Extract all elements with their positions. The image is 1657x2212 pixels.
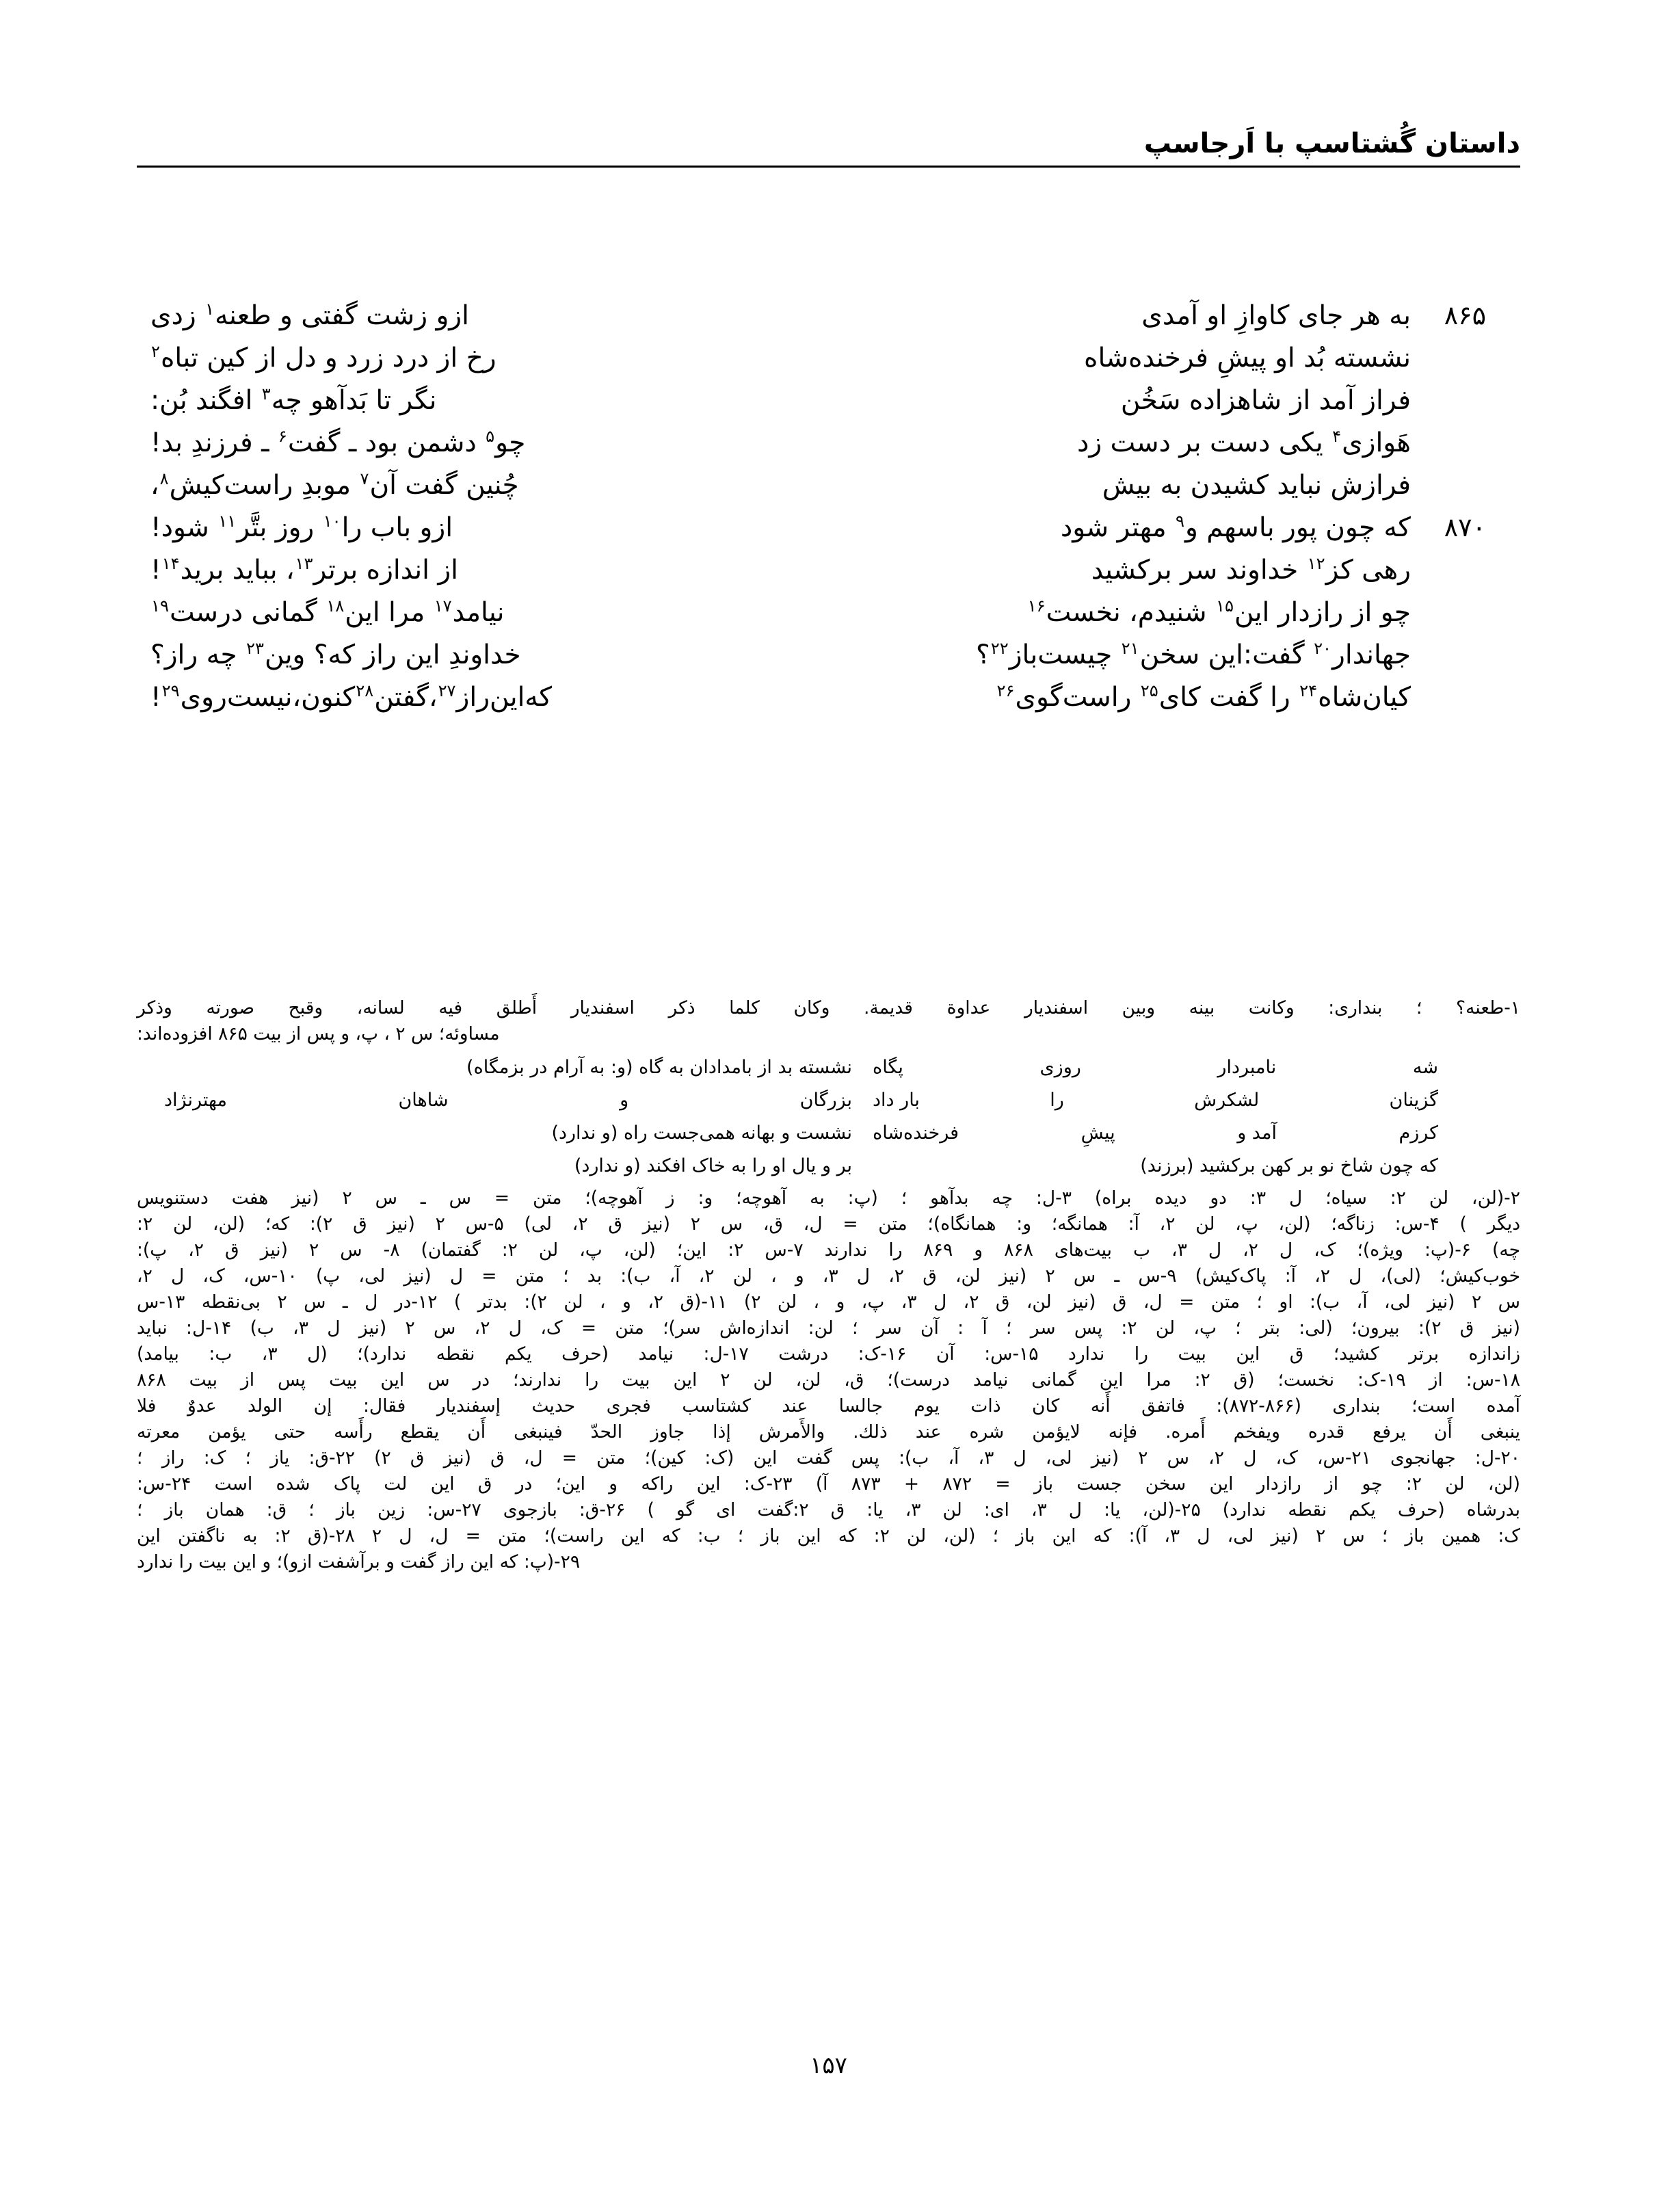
- apparatus-line: ۱۸-س: از ۱۹-ک: نخست؛ (ق ۲: مرا این گمانی نیامد درست)؛ ق، لن، لن ۲ این بیت را ندارند؛ در س این بیت پس از بیت ۸۶۸: [137, 1369, 1520, 1391]
- apparatus-line: چه) ۶-(پ: ویژه)؛ ک، ل ۲، ل ۳، ب بیت‌های ۸۶۸ و ۸۶۹ را ندارند ۷-س ۲: این؛ (لن، پ، لن ۲: گفتمان) ۸- س ۲ (نیز ق ۲، پ):: [137, 1239, 1520, 1261]
- hemistich-left-text: چو$^۵$ دشمن بود ـ گفت$^۶$ ـ فرزندِ بد!: [150, 427, 526, 458]
- variant-marker: ۴: [1332, 427, 1342, 446]
- variant-marker: ۱۴: [161, 554, 180, 573]
- hemistich-right: [856, 421, 1513, 464]
- inserted-word: بار داد: [873, 1090, 920, 1111]
- hemistich-right: [856, 506, 1513, 549]
- hemistich-left: [144, 380, 856, 422]
- variant-marker: ۲۱: [1121, 639, 1139, 658]
- hemistich-right: [856, 337, 1513, 380]
- variant-marker: ۲۴: [1299, 681, 1318, 700]
- variant-marker: ۸: [159, 469, 169, 488]
- apparatus-line: ک: همین باز ؛ س ۲ (نیز لی، ل ۳، آ): که این باز ؛ (لن، لن ۲: که این باز ؛ ب: که این راست)؛ متن = ل، ل ۲ ۲۸-(ق ۲: به ناگفتن این: [137, 1525, 1520, 1546]
- inserted-word: شه: [1412, 1057, 1438, 1078]
- hemistich-left-text: ازو باب را$^{۱۰}$ روز بتَّر$^{۱۱}$ شود!: [150, 512, 453, 543]
- inserted-hemistich-left: نشست و بهانه همی‌جست راه (و ندارد): [551, 1122, 853, 1144]
- variant-marker: ۶: [278, 427, 287, 446]
- hemistich-right-text: به هر جای کاوازِ او آمدی: [1141, 300, 1411, 331]
- verse-couplet: [144, 549, 1513, 591]
- inserted-word: را: [1050, 1090, 1064, 1111]
- variant-marker: ۱۱: [218, 512, 237, 531]
- variant-marker: ۱۰: [323, 512, 341, 531]
- running-head-title: داستان گُشتاسپ با اَرجاسپ: [1143, 128, 1520, 159]
- variant-marker: ۱۹: [151, 596, 169, 616]
- hemistich-left-text: ازو زشت گفتی و طعنه$^۱$ زدی: [150, 300, 469, 331]
- apparatus-line: ۲-(لن، لن ۲: سیاه؛ ل ۳: دو دیده براه) ۳-ل: چه بدآهو ؛ (پ: به آهوچه؛ و: ز آهوچه)؛ متن = س ـ س ۲ (نیز هفت دستنویس: [137, 1187, 1520, 1209]
- verse-couplet: [144, 676, 1513, 718]
- hemistich-left: [144, 295, 856, 337]
- hemistich-left: [144, 337, 856, 380]
- hemistich-right-text: چو از رازدار این$^{۱۵}$ شنیدم، نخست$^{۱۶}$: [1027, 596, 1411, 628]
- variant-marker: ۲۶: [996, 681, 1015, 700]
- hemistich-right-text: که چون پور باسهم و$^۹$ مهتر شود: [1060, 512, 1411, 543]
- hemistich-left: [144, 634, 856, 676]
- hemistich-right-text: فرازش نباید کشیدن به بیش: [1102, 470, 1411, 501]
- hemistich-right-text: نشسته بُد او پیشِ فرخنده‌شاه: [1084, 343, 1411, 373]
- hemistich-right: [856, 676, 1513, 719]
- variant-marker: ۲۷: [438, 681, 456, 700]
- apparatus-line: ۲۹-(پ: که این راز گفت و برآشفت ازو)؛ و این بیت را ندارد: [137, 1551, 581, 1572]
- apparatus-line: خوب‌کیش؛ (لی)، ل ۲، آ: پاک‌کیش) ۹-س ـ س ۲ (نیز لن، ق ۲، ل ۳، و ، لن ۲، آ، ب): بد ؛ متن = ل (نیز لی، پ) ۱۰-س، ک، ل ۲،: [137, 1265, 1520, 1287]
- variant-marker: ۲۳: [246, 639, 264, 658]
- hemistich-left-text: چُنین گفت آن$^۷$ موبدِ راست‌کیش$^۸$،: [150, 469, 519, 501]
- inserted-word: لشکرش: [1194, 1090, 1260, 1111]
- hemistich-left-text: رخ از درد زرد و دل از کین تباه$^۲$: [151, 342, 496, 373]
- hemistich-right-text: کیان‌شاه$^{۲۴}$ را گفت کای$^{۲۵}$ راست‌گوی$^{۲۶}$: [996, 681, 1411, 713]
- variant-marker: ۲۲: [990, 639, 1009, 658]
- hemistich-left: [144, 676, 856, 719]
- variant-marker: ۲: [151, 342, 160, 361]
- inserted-word: و: [620, 1090, 629, 1111]
- variant-marker: ۱۸: [326, 596, 345, 616]
- verse-couplet: [144, 421, 1513, 464]
- inserted-couplet: [164, 1117, 1438, 1150]
- apparatus-line: ينبغی أَن يرفع قدره ويفخم أَمره. فإنه لايؤمن شره عند ذلك. والأَمرش إذا جاوز الحدّ فينبغی أَن يقطع رأَسه حتی يؤمن معرته: [137, 1421, 1520, 1443]
- verse-number: ۸۷۰: [1444, 512, 1486, 542]
- verse-couplet: [144, 464, 1513, 506]
- inserted-word: مهترنژاد: [164, 1090, 227, 1111]
- variant-marker: ۳: [261, 384, 271, 404]
- variant-marker: ۲۰: [1314, 639, 1332, 658]
- verse-couplet: [144, 337, 1513, 379]
- hemistich-left-text: که‌این‌راز$^{۲۷}$،گفتن$^{۲۸}$کنون،نیست‌روی$^{۲۹}$!: [150, 681, 552, 713]
- hemistich-right-text: جهاندار$^{۲۰}$ گفت:این سخن$^{۲۱}$ چیست‌باز$^{۲۲}$؟: [976, 639, 1411, 670]
- variant-marker: ۱: [205, 300, 215, 319]
- hemistich-right: [856, 591, 1513, 634]
- inserted-word: گزینان: [1389, 1090, 1438, 1111]
- verse-couplet: [144, 294, 1513, 337]
- apparatus-line: دیگر ) ۴-س: زناگه؛ (لن، پ، لن ۲، آ: همانگه؛ و: همانگاه)؛ متن = ل، ق، س ۲ (نیز ق ۲، لی) ۵-س ۲ (نیز ق ۲): که؛ (لن، لن ۲:: [137, 1213, 1521, 1235]
- verse-couplet: [144, 591, 1513, 633]
- hemistich-right: [856, 464, 1513, 507]
- verse-block: [144, 294, 1513, 718]
- inserted-hemistich-right: [852, 1117, 1438, 1150]
- hemistich-right-text: هَوازی$^۴$ یکی دست بر دست زد: [1076, 427, 1411, 458]
- verse-couplet: [144, 506, 1513, 549]
- variant-marker: ۱۶: [1027, 596, 1046, 616]
- inserted-hemistich-left: نشسته بد از بامدادان به گاه (و: به آرام در بزمگاه): [466, 1057, 853, 1078]
- verse-number: ۸۶۵: [1444, 300, 1486, 330]
- hemistich-left-text: نیامد$^{۱۷}$ مرا این$^{۱۸}$ گمانی درست$^{۱۹}$: [151, 596, 505, 628]
- verse-couplet: [144, 633, 1513, 676]
- apparatus-line: آمده است؛ بنداری (۸۶۶-۸۷۲): فاتفق أَنه كان ذات يوم جالسا عند كشتاسب فجری حديث إسفنديار فقال: إن الولد عدوٌ فلا: [137, 1395, 1521, 1417]
- variant-marker: ۱۵: [1215, 596, 1234, 616]
- hemistich-right: [856, 633, 1513, 676]
- inserted-word: آمد و: [1237, 1122, 1277, 1144]
- inserted-hemistich-right: [852, 1150, 1438, 1183]
- inserted-word: بزرگان: [799, 1090, 853, 1111]
- inserted-hemistich-left: [164, 1084, 852, 1117]
- inserted-word: پیشِ: [1081, 1122, 1115, 1144]
- inserted-word: شاهان: [398, 1090, 449, 1111]
- hemistich-right-text: فراز آمد از شاهزاده سَخُن: [1120, 385, 1411, 416]
- hemistich-left-text: خداوندِ این راز که؟ وین$^{۲۳}$ چه راز؟: [150, 639, 521, 670]
- hemistich-left-text: نگر تا بَدآهو چه$^۳$ افگند بُن:: [150, 384, 437, 416]
- folio-number: ۱۵۷: [810, 2052, 847, 2079]
- hemistich-left-text: از اندازه برتر$^{۱۳}$، بباید برید$^{۱۴}$!: [150, 554, 458, 585]
- inserted-word: روزی: [1039, 1057, 1081, 1078]
- variant-marker: ۹: [1176, 512, 1185, 531]
- running-head: [137, 130, 1520, 178]
- inserted-hemistich-left: بر و یال او را به خاک افکند (و ندارد): [574, 1155, 853, 1176]
- hemistich-left: [144, 464, 856, 507]
- apparatus-line: (نیز ق ۲): بیرون؛ (لی: بتر ؛ پ، لن ۲: پس سر ؛ آ : آن سر ؛ لن: اندازه‌اش سر)؛ متن = ک، ل ۲، س ۲ (نیز ل ۳، ب) ۱۴-ل: نباید: [137, 1317, 1520, 1339]
- apparatus-line: بدرشاه (حرف یکم نقطه ندارد) ۲۵-(لن، یا: ل ۳، ای: لن ۳، یا: ق ۲:گفت ای گو ) ۲۶-ق: بازجوی ۲۷-س: زین باز ؛ ق: همان باز ؛: [137, 1499, 1520, 1520]
- apparatus-body: [137, 1185, 1520, 1575]
- apparatus-line: زاندازه برتر کشید؛ ق این بیت را ندارد ۱۵-س: آن ۱۶-ک: درشت ۱۷-ل: نیامد (حرف یکم نقطه ندارد)؛ (ل ۳، ب: بیامد): [137, 1343, 1520, 1365]
- apparatus-note-2: مساوئه؛ س ۲ ، پ، و پس از بیت ۸۶۵ افزوده‌اند:: [137, 1023, 500, 1044]
- hemistich-right: [856, 549, 1513, 592]
- inserted-couplet: [164, 1150, 1438, 1183]
- inserted-word: فرخنده‌شاه: [873, 1122, 959, 1144]
- apparatus-line: ۲۰-ل: جهانجوی ۲۱-س، ک، ل ۲، س ۲ (نیز لی، ل ۳، آ، ب): پس گفت این (ک: کین)؛ متن = ل، ق (نیز ق ۲) ۲۲-ق: یاز ؛ ک: راز ؛: [137, 1447, 1521, 1469]
- variant-marker: ۱۲: [1307, 554, 1325, 573]
- inserted-couplet: [164, 1051, 1438, 1084]
- inserted-couplet: [164, 1084, 1438, 1117]
- variant-marker: ۱۳: [295, 554, 313, 573]
- hemistich-right-text: رهی کز$^{۱۲}$ خداوند سر برکشید: [1091, 554, 1411, 585]
- inserted-couplets: [137, 1051, 1520, 1183]
- inserted-word: پگاه: [873, 1057, 903, 1078]
- inserted-word: کرزم: [1398, 1122, 1438, 1144]
- running-head-rule: [137, 166, 1520, 168]
- variant-marker: ۲۸: [356, 681, 374, 700]
- variant-marker: ۱۷: [434, 596, 452, 616]
- apparatus-line: (لن، لن ۲: چو از رازدار این سخن جست باز = ۸۷۲ + ۸۷۳ آ) ۲۳-ک: این راکه و این؛ در ق این لت پاک شده است ۲۴-س:: [137, 1473, 1520, 1495]
- inserted-hemistich-right: [852, 1084, 1438, 1117]
- verse-couplet: [144, 379, 1513, 421]
- verse-container: [144, 294, 1513, 718]
- hemistich-left: [144, 592, 856, 634]
- inserted-word: نامبردار: [1217, 1057, 1277, 1078]
- hemistich-right: [856, 294, 1513, 337]
- apparatus-note-1: ۱-طعنه؟ ؛ بنداری: وكانت بينه وبين اسفنديار عداوة قديمة. وكان كلما ذكر اسفنديار أَطلق فيه لسانه، وقبح صورته وذكر: [137, 997, 1520, 1018]
- hemistich-left: [144, 549, 856, 592]
- apparatus-line: س ۲ (نیز لی، آ، ب): او ؛ متن = ل، ق (نیز لن، ق ۲، ل ۳، پ، و ، لن ۲) ۱۱-(ق ۲، و ، لن ۲): بدتر ) ۱۲-در ل ـ س ۲ بی‌نقطه ۱۳-س: [137, 1291, 1520, 1313]
- hemistich-left: [144, 422, 856, 464]
- hemistich-right: [856, 379, 1513, 422]
- hemistich-left: [144, 507, 856, 549]
- inserted-hemistich-right: [852, 1051, 1438, 1084]
- inserted-word: که چون شاخ نو بر کهن برکشید (برزند): [1140, 1155, 1438, 1176]
- variant-marker: ۲۵: [1140, 681, 1158, 700]
- variant-marker: ۵: [486, 427, 495, 446]
- variant-marker: ۲۹: [161, 681, 180, 700]
- variant-marker: ۷: [360, 469, 369, 488]
- critical-apparatus: [137, 995, 1520, 1575]
